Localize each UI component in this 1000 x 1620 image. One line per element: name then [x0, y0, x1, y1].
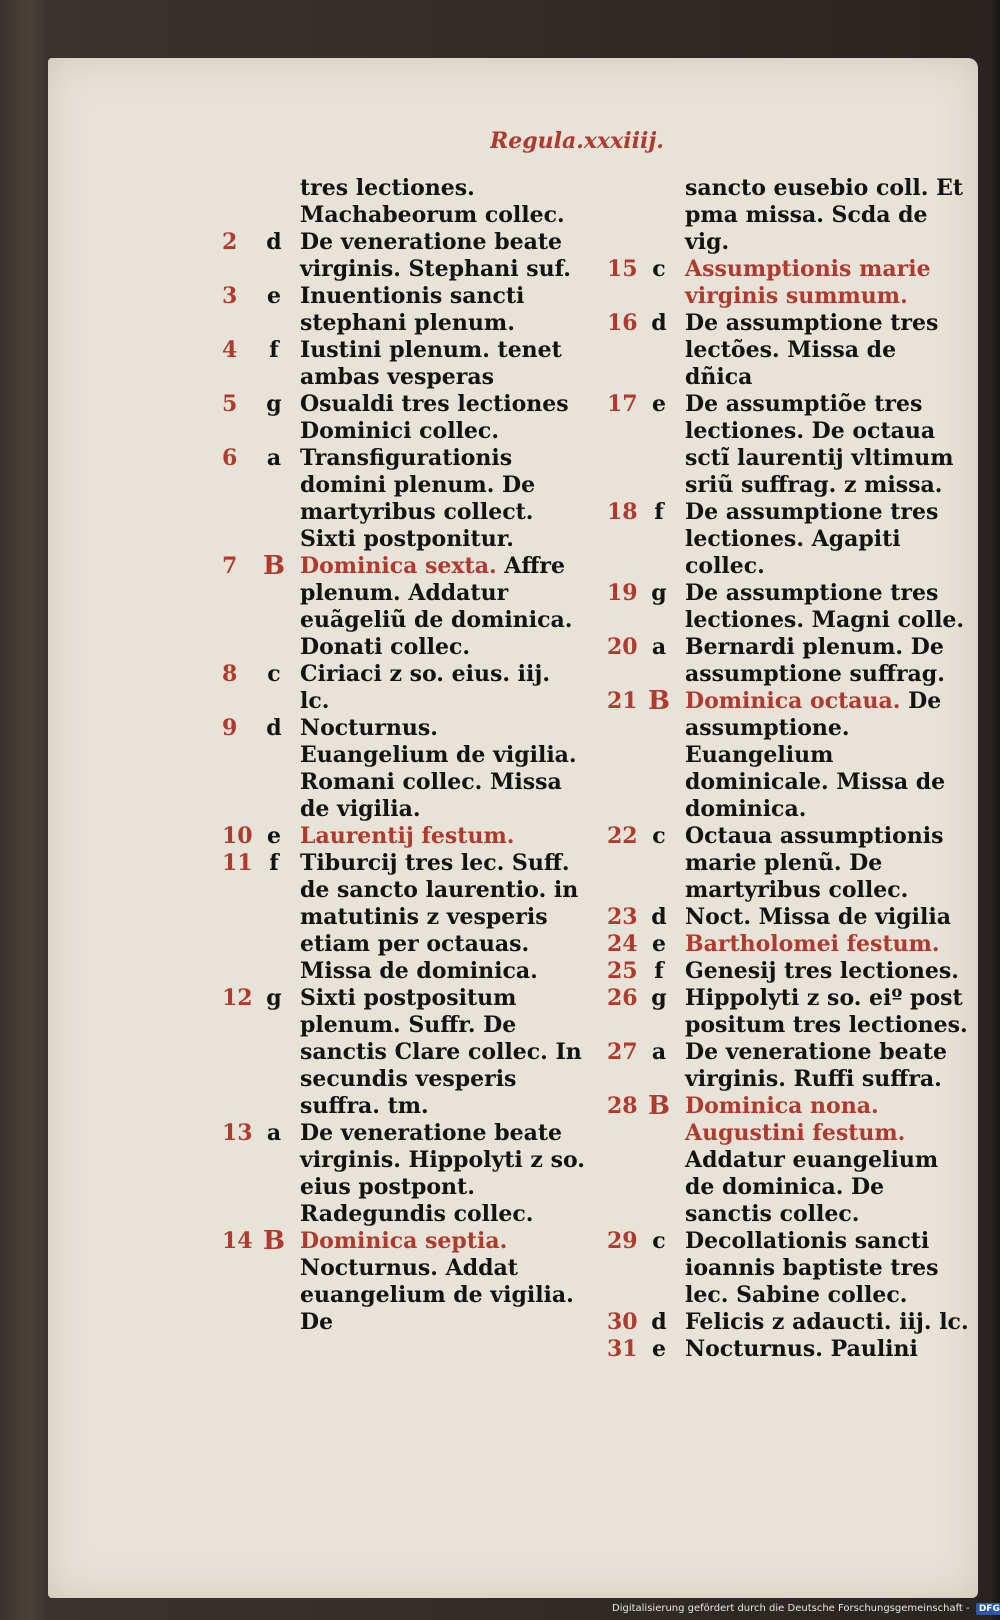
body-text: Nocturnus. Euangelium de vigilia. Romani collec. Missa de vigilia.	[300, 715, 577, 822]
calendar-entry	[205, 445, 585, 553]
day-number: 19	[607, 580, 638, 606]
dominical-letter: d	[651, 1309, 667, 1335]
body-text: De assumptiõe tres lectiones. De octaua sctĩ laurentij vltimum sriũ suffrag. z missa.	[685, 391, 954, 498]
calendar-entry	[205, 661, 585, 715]
day-number: 22	[607, 823, 638, 849]
calendar-entry	[590, 1228, 970, 1309]
dominical-letter: d	[266, 229, 282, 255]
entry-text	[300, 1228, 585, 1336]
day-number: 20	[607, 634, 638, 660]
body-text: Nocturnus. Paulini	[685, 1336, 918, 1362]
calendar-entry	[590, 256, 970, 310]
dominical-letter: g	[266, 985, 282, 1011]
calendar-entry	[205, 1120, 585, 1228]
body-text: Ciriaci z so. eius. iij. lc.	[300, 661, 551, 714]
dominical-letter: e	[652, 1336, 666, 1362]
body-text: De assumptione tres lectiones. Magni colle.	[685, 580, 965, 633]
body-text: Felicis z adaucti. iij. lc.	[685, 1309, 969, 1335]
entry-text	[685, 1228, 970, 1309]
entry-text	[300, 337, 585, 391]
day-number: 31	[607, 1336, 638, 1362]
day-number: 10	[222, 823, 253, 849]
digitization-credit	[612, 1603, 1000, 1617]
entry-text	[300, 553, 585, 661]
entry-text	[300, 391, 585, 445]
entry-text	[685, 580, 970, 634]
entry-text	[685, 1039, 970, 1093]
dominical-letter: c	[652, 1228, 666, 1254]
calendar-entry	[205, 283, 585, 337]
day-number: 12	[222, 985, 253, 1011]
entry-text	[685, 958, 970, 985]
right-column	[590, 175, 970, 1363]
dominical-letter: B	[648, 686, 670, 716]
calendar-entry	[590, 688, 970, 823]
day-number: 16	[607, 310, 638, 336]
dominical-letter: B	[648, 1091, 670, 1121]
dominical-letter: f	[269, 337, 279, 363]
calendar-entry	[590, 175, 970, 256]
calendar-entry	[205, 391, 585, 445]
dominical-letter: a	[651, 634, 667, 660]
entry-text	[300, 1120, 585, 1228]
body-text: Hippolyti z so. eiº post positum tres lectiones.	[685, 985, 968, 1038]
entry-text	[685, 1309, 970, 1336]
dominical-letter: g	[651, 985, 667, 1011]
day-number: 4	[222, 337, 238, 363]
calendar-entry	[590, 985, 970, 1039]
dominical-letter: e	[267, 283, 281, 309]
dominical-letter: f	[654, 499, 664, 525]
day-number: 27	[607, 1039, 638, 1065]
dominical-letter: g	[651, 580, 667, 606]
body-text: Bernardi plenum. De assumptione suffrag.	[685, 634, 945, 687]
body-text: De assumptione. Euangelium dominicale. Missa de dominica.	[685, 688, 946, 822]
body-text: Octaua assumptionis marie plenũ. De martyribus collec.	[685, 823, 944, 903]
day-number: 23	[607, 904, 638, 930]
calendar-entry	[590, 1039, 970, 1093]
entry-text	[300, 850, 585, 985]
day-number: 25	[607, 958, 638, 984]
entry-text	[685, 175, 970, 256]
dominical-letter: e	[652, 391, 666, 417]
calendar-entry	[590, 499, 970, 580]
entry-text	[685, 499, 970, 580]
day-number: 26	[607, 985, 638, 1011]
dominical-letter: f	[654, 958, 664, 984]
rubric-text: Bartholomei festum.	[685, 931, 940, 957]
entry-text	[685, 634, 970, 688]
entry-text	[300, 823, 585, 850]
entry-text	[685, 256, 970, 310]
body-text: De assumptione tres lectões. Missa de dñica	[685, 310, 939, 390]
entry-text	[300, 715, 585, 823]
day-number: 2	[222, 229, 238, 255]
calendar-entry	[590, 1309, 970, 1336]
entry-text	[685, 1093, 970, 1228]
calendar-entry	[590, 391, 970, 499]
day-number: 28	[607, 1093, 638, 1119]
calendar-entry	[590, 1336, 970, 1363]
body-text: De veneratione beate virginis. Hippolyti z so. eius postpont. Radegundis collec.	[300, 1120, 585, 1227]
rubric-text: Dominica sexta.	[300, 553, 497, 579]
rubric-text: Dominica nona. Augustini festum.	[685, 1093, 906, 1146]
dominical-letter: B	[263, 551, 285, 581]
day-number: 21	[607, 688, 638, 714]
entry-text	[300, 985, 585, 1120]
body-text: Iustini plenum. tenet ambas vesperas	[300, 337, 562, 390]
calendar-entry	[205, 985, 585, 1120]
day-number: 8	[222, 661, 238, 687]
day-number: 14	[222, 1228, 253, 1254]
dominical-letter: e	[267, 823, 281, 849]
body-text: Transfigurationis domini plenum. De martyribus collect. Sixti postponitur.	[300, 445, 536, 552]
calendar-entry	[590, 958, 970, 985]
day-number: 17	[607, 391, 638, 417]
body-text: Inuentionis sancti stephani plenum.	[300, 283, 525, 336]
entry-text	[300, 283, 585, 337]
day-number: 30	[607, 1309, 638, 1335]
entry-text	[685, 931, 970, 958]
body-text: Osualdi tres lectiones Dominici collec.	[300, 391, 569, 444]
body-text: Sixti postpositum plenum. Suffr. De sanctis Clare collec. In secundis vesperis suffra. tm.	[300, 985, 582, 1119]
dominical-letter: d	[266, 715, 282, 741]
day-number: 5	[222, 391, 238, 417]
body-text: tres lectiones. Machabeorum collec.	[300, 175, 565, 228]
calendar-entry	[205, 1228, 585, 1336]
body-text: Addatur euangelium de dominica. De sanctis collec.	[685, 1147, 939, 1227]
entry-text	[685, 904, 970, 931]
entry-text	[300, 661, 585, 715]
rubric-text: Dominica septia.	[300, 1228, 508, 1254]
day-number: 3	[222, 283, 238, 309]
body-text: De assumptione tres lectiones. Agapiti collec.	[685, 499, 939, 579]
rubric-text: Assumptionis marie virginis summum.	[685, 256, 931, 309]
calendar-entry	[590, 931, 970, 958]
body-text: Tiburcij tres lec. Suff. de sancto laurentio. in matutinis z vesperis etiam per octauas. Missa de dominica.	[300, 850, 579, 984]
entry-text	[685, 688, 970, 823]
dominical-letter: g	[266, 391, 282, 417]
calendar-entry	[205, 175, 585, 229]
calendar-entry	[590, 580, 970, 634]
dominical-letter: a	[266, 1120, 282, 1146]
entry-text	[300, 229, 585, 283]
entry-text	[300, 175, 585, 229]
calendar-entry	[590, 904, 970, 931]
day-number: 13	[222, 1120, 253, 1146]
credit-text: Digitalisierung gefördert durch die Deutsche Forschungsgemeinschaft -	[612, 1603, 970, 1614]
calendar-entry	[205, 823, 585, 850]
dominical-letter: c	[652, 823, 666, 849]
body-text: De veneratione beate virginis. Stephani suf.	[300, 229, 571, 282]
body-text: Genesij tres lectiones.	[685, 958, 959, 984]
left-column	[205, 175, 585, 1336]
calendar-entry	[205, 553, 585, 661]
entry-text	[685, 985, 970, 1039]
body-text: Noct. Missa de vigilia	[685, 904, 951, 930]
entry-text	[685, 310, 970, 391]
day-number: 15	[607, 256, 638, 282]
day-number: 7	[222, 553, 238, 579]
calendar-entry	[590, 823, 970, 904]
day-number: 11	[222, 850, 253, 876]
dominical-letter: d	[651, 904, 667, 930]
entry-text	[300, 445, 585, 553]
dfg-logo: DFG	[976, 1603, 1000, 1615]
dominical-letter: a	[651, 1039, 667, 1065]
body-text: Affre plenum. Addatur euãgeliũ de dominica. Donati collec.	[300, 553, 573, 660]
dominical-letter: B	[263, 1226, 285, 1256]
calendar-entry	[205, 850, 585, 985]
day-number: 18	[607, 499, 638, 525]
day-number: 9	[222, 715, 238, 741]
body-text: Nocturnus. Addat euangelium de vigilia. De	[300, 1255, 574, 1335]
dominical-letter: f	[269, 850, 279, 876]
calendar-entry	[205, 715, 585, 823]
dominical-letter: c	[267, 661, 281, 687]
day-number: 6	[222, 445, 238, 471]
body-text: De veneratione beate virginis. Ruffi suffra.	[685, 1039, 947, 1092]
entry-text	[685, 391, 970, 499]
calendar-entry	[590, 634, 970, 688]
body-text: sancto eusebio coll. Et pma missa. Scda de vig.	[685, 175, 964, 255]
rubric-text: Dominica octaua.	[685, 688, 901, 714]
running-title: Regula.xxxiiij.	[490, 128, 664, 154]
dominical-letter: c	[652, 256, 666, 282]
calendar-entry	[590, 1093, 970, 1228]
day-number: 24	[607, 931, 638, 957]
dominical-letter: e	[652, 931, 666, 957]
calendar-entry	[590, 310, 970, 391]
calendar-entry	[205, 337, 585, 391]
day-number: 29	[607, 1228, 638, 1254]
rubric-text: Laurentij festum.	[300, 823, 515, 849]
calendar-entry	[205, 229, 585, 283]
dominical-letter: a	[266, 445, 282, 471]
dominical-letter: d	[651, 310, 667, 336]
entry-text	[685, 1336, 970, 1363]
body-text: Decollationis sancti ioannis baptiste tres lec. Sabine collec.	[685, 1228, 939, 1308]
entry-text	[685, 823, 970, 904]
